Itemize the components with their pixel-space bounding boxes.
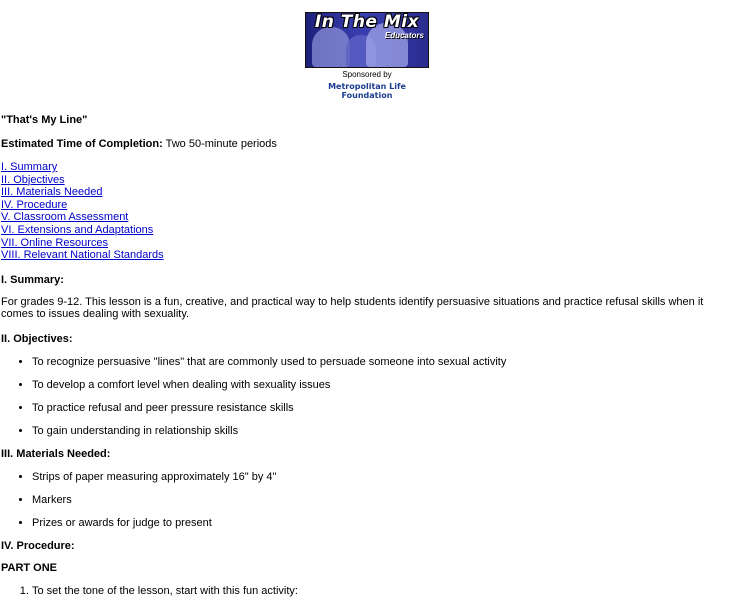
list-item: 1. To set the tone of the lesson, start with this fun activity: <box>32 584 732 598</box>
list-item: • To recognize persuasive "lines" that are commonly used to persuade someone into sexual activity <box>32 355 732 369</box>
toc-link-summary[interactable]: I. Summary <box>1 161 58 173</box>
lesson-content <box>1 113 732 598</box>
toc-link-online-resources[interactable]: VII. Online Resources <box>1 236 108 249</box>
materials-heading: III. Materials Needed: <box>1 447 111 460</box>
sponsor-logo[interactable] <box>305 82 429 100</box>
toc-link-extensions[interactable]: VI. Extensions and Adaptations <box>1 223 154 236</box>
procedure-heading: IV. Procedure: <box>1 539 75 552</box>
logo-person-left <box>312 27 350 67</box>
sponsor-name-line2: Foundation <box>341 91 393 100</box>
toc-link-objectives[interactable]: II. Objectives <box>1 173 65 186</box>
logo-subtitle: Educators <box>384 31 424 40</box>
estimated-time-value: Two 50-minute periods <box>165 138 277 150</box>
logo-title: In The Mix <box>314 12 420 32</box>
lesson-title: "That's My Line" <box>1 114 88 126</box>
table-of-contents <box>1 161 732 262</box>
list-item: • Markers <box>32 493 732 507</box>
toc-link-procedure[interactable]: IV. Procedure <box>1 198 68 211</box>
objectives-heading: II. Objectives: <box>1 332 73 345</box>
list-item: • To develop a comfort level when dealing with sexuality issues <box>32 378 732 392</box>
toc-link-standards[interactable]: VIII. Relevant National Standards <box>1 249 164 262</box>
list-item: • Prizes or awards for judge to present <box>32 516 732 530</box>
procedure-steps <box>1 584 732 598</box>
summary-text: For grades 9-12. This lesson is a fun, creative, and practical way to help students identify persuasive situations and practice refusal skills when it comes to issues dealing with sexuality. <box>1 295 704 321</box>
objectives-list <box>1 355 732 438</box>
part-one-label: PART ONE <box>1 561 58 574</box>
sponsored-by-label: Sponsored by <box>342 70 392 79</box>
site-header <box>305 12 429 100</box>
list-item: • Strips of paper measuring approximately 16" by 4" <box>32 470 732 484</box>
summary-heading: I. Summary: <box>1 273 64 286</box>
estimated-time <box>1 137 732 151</box>
materials-list <box>1 470 732 530</box>
sponsor-name-line1: Metropolitan Life <box>328 82 406 91</box>
toc-link-assessment[interactable]: V. Classroom Assessment <box>1 211 129 224</box>
list-item: • To practice refusal and peer pressure resistance skills <box>32 401 732 415</box>
toc-link-materials[interactable]: III. Materials Needed <box>1 186 103 199</box>
in-the-mix-logo[interactable] <box>305 12 429 68</box>
estimated-time-label: Estimated Time of Completion: <box>1 138 163 150</box>
list-item: • To gain understanding in relationship skills <box>32 424 732 438</box>
